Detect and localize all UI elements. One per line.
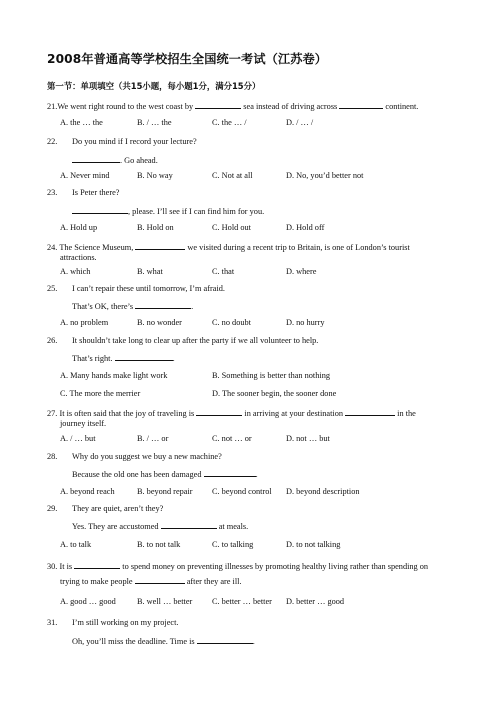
option-b: B. to not talk — [137, 540, 181, 549]
question-number: 24. — [47, 243, 58, 252]
option-d: D. better … good — [286, 597, 345, 606]
option-d: D. beyond description — [286, 487, 360, 496]
answer-blank — [195, 100, 241, 109]
option-d: D. no hurry — [286, 318, 325, 327]
answer-blank — [135, 300, 191, 309]
question-number: 23. — [47, 188, 58, 197]
answer-blank — [135, 241, 185, 250]
option-c: C. to talking — [212, 540, 254, 549]
option-c: C. Hold out — [212, 223, 251, 232]
page-title: 2008年普通高等学校招生全国统一考试（江苏卷） — [47, 52, 328, 66]
question-22: 22. Do you mind if I record your lecture? . Go ahead. — [47, 137, 197, 165]
option-c: C. no doubt — [212, 318, 251, 327]
option-a: A. good … good — [60, 597, 116, 606]
answer-blank — [339, 100, 383, 109]
option-d: D. to not talking — [286, 540, 341, 549]
answer-blank — [115, 352, 173, 361]
answer-blank — [72, 154, 120, 163]
answer-blank — [345, 407, 395, 416]
question-number: 26. — [47, 336, 58, 345]
option-a: A. to talk — [60, 540, 92, 549]
option-a: A. Many hands make light work — [60, 371, 168, 380]
option-a: A. which — [60, 267, 91, 276]
option-c: C. that — [212, 267, 235, 276]
option-c: C. better … better — [212, 597, 272, 606]
option-c: C. Not at all — [212, 171, 253, 180]
question-number: 31. — [47, 618, 58, 627]
question-21: 21.We went right round to the west coast by sea instead of driving across continent. — [47, 102, 419, 111]
option-b: B. Hold on — [137, 223, 174, 232]
answer-blank — [74, 560, 120, 569]
question-29: 29. They are quiet, aren’t they? Yes. They are accustomed at meals. — [47, 504, 249, 531]
option-c: C. not … or — [212, 434, 252, 443]
option-c: C. the … / — [212, 118, 247, 127]
option-b: B. well … better — [137, 597, 193, 606]
question-number: 29. — [47, 504, 58, 513]
option-d: D. No, you’d better not — [286, 171, 364, 180]
option-b: B. what — [137, 267, 163, 276]
option-d: D. The sooner begin, the sooner done — [212, 389, 337, 398]
answer-blank — [197, 635, 253, 644]
question-30: 30. It is to spend money on preventing illnesses by promoting healthy living rather than spending on trying to make people after they are ill. — [47, 562, 429, 586]
question-number: 30. — [47, 562, 58, 571]
option-b: B. / … the — [137, 118, 172, 127]
option-a: A. Never mind — [60, 171, 110, 180]
option-a: A. beyond reach — [60, 487, 115, 496]
question-27: 27. It is often said that the joy of traveling is in arriving at your destination in the journey itself. — [47, 409, 416, 428]
answer-blank — [161, 520, 217, 529]
question-number: 27. — [47, 409, 58, 418]
answer-blank — [72, 205, 128, 214]
option-c: C. beyond control — [212, 487, 272, 496]
question-number: 28. — [47, 452, 58, 461]
option-b: B. no wonder — [137, 318, 182, 327]
question-24: 24. The Science Museum, we visited during a recent trip to Britain, is one of London’s tourist attractions. — [47, 243, 410, 262]
option-a: A. no problem — [60, 318, 109, 327]
option-b: B. No way — [137, 171, 173, 180]
question-number: 21. — [47, 102, 58, 111]
question-26: 26. It shouldn’t take long to clear up after the party if we all volunteer to help. That’s right. . — [47, 336, 319, 363]
question-28: 28. Why do you suggest we buy a new machine? Because the old one has been damaged . — [47, 452, 258, 479]
question-number: 25. — [47, 284, 58, 293]
option-d: D. where — [286, 267, 317, 276]
option-c: C. The more the merrier — [60, 389, 141, 398]
option-d: D. / … / — [286, 118, 314, 127]
option-d: D. Hold off — [286, 223, 325, 232]
answer-blank — [135, 575, 185, 584]
option-b: B. Something is better than nothing — [212, 371, 330, 380]
option-d: D. not … but — [286, 434, 330, 443]
option-b: B. beyond repair — [137, 487, 193, 496]
section-heading: 第一节：单项填空（共15小题，每小题1分，满分15分） — [47, 81, 261, 91]
option-b: B. / … or — [137, 434, 169, 443]
option-a: A. Hold up — [60, 223, 98, 232]
question-number: 22. — [47, 137, 58, 146]
question-25: 25. I can’t repair these until tomorrow, I’m afraid. That’s OK, there’s . — [47, 284, 225, 311]
answer-blank — [196, 407, 242, 416]
question-31: 31. I’m still working on my project. Oh, you’ll miss the deadline. Time is . — [47, 618, 255, 646]
option-a: A. the … the — [60, 118, 103, 127]
option-a: A. / … but — [60, 434, 96, 443]
answer-blank — [204, 468, 256, 477]
question-23: 23. Is Peter there? , please. I’ll see if I can find him for you. — [47, 188, 265, 216]
